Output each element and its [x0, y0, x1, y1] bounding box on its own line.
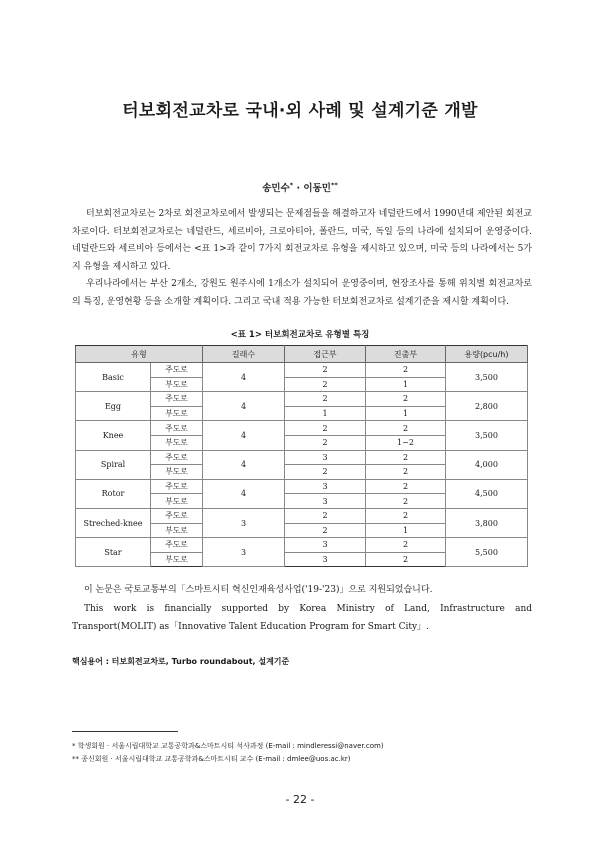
- table-header-row: [76, 346, 528, 363]
- cell-lanes: 4: [203, 450, 285, 479]
- cell-minor-road: 부도로: [151, 435, 203, 450]
- cell-major-road: 주도로: [151, 479, 203, 494]
- table-row: [76, 508, 528, 523]
- page-number: - 22 -: [285, 793, 315, 806]
- cell-major-approach: 2: [285, 363, 366, 378]
- cell-major-approach: 2: [285, 421, 366, 436]
- cell-minor-exit: 2: [366, 465, 446, 480]
- author-1-mark: *: [289, 180, 294, 189]
- cell-type: Knee: [76, 421, 151, 450]
- cell-capacity: 4,500: [446, 479, 528, 508]
- cell-minor-road: 부도로: [151, 523, 203, 538]
- header-capacity: 용량(pcu/h): [446, 346, 528, 363]
- cell-major-approach: 2: [285, 392, 366, 407]
- header-approach: 접근부: [285, 346, 366, 363]
- cell-major-road: 주도로: [151, 450, 203, 465]
- cell-lanes: 4: [203, 421, 285, 450]
- cell-minor-approach: 2: [285, 435, 366, 450]
- table-row: [76, 363, 528, 378]
- acknowledgement-korean: 이 논문은 국토교통부의「스마트시티 혁신인재육성사업('19-'23)」으로 지원되었습니다.: [84, 585, 433, 595]
- table-row: [76, 538, 528, 553]
- cell-minor-exit: 2: [366, 494, 446, 509]
- cell-lanes: 3: [203, 538, 285, 567]
- paper-title: 터보회전교차로 국내·외 사례 및 설계기준 개발: [122, 101, 478, 121]
- cell-type: Rotor: [76, 479, 151, 508]
- cell-major-road: 주도로: [151, 508, 203, 523]
- cell-capacity: 5,500: [446, 538, 528, 567]
- table-row: [76, 479, 528, 494]
- cell-minor-exit: 1~2: [366, 435, 446, 450]
- cell-major-road: 주도로: [151, 363, 203, 378]
- cell-major-exit: 2: [366, 508, 446, 523]
- cell-major-approach: 3: [285, 450, 366, 465]
- cell-capacity: 3,500: [446, 421, 528, 450]
- cell-capacity: 3,500: [446, 363, 528, 392]
- cell-minor-exit: 1: [366, 377, 446, 392]
- body-paragraph-1: 터보회전교차로는 2차로 회전교차로에서 발생되는 문제점들을 해결하고자 네덜란드에서 1990년대 제안된 회전교차로이다. 터보회전교차로는 네덜란드, 세르비아, 크로아티아, 폴란드, 미국, 독일 등의 나라에 설치되어 운영중이다. 네덜란드와 세르비아 등에서는 <표 1>과 같이 7가지 회전교차로 유형을 제시하고 있으며, 미국 등의 나라에서는 5가지 유형을 제시하고 있다.: [72, 209, 532, 272]
- cell-major-exit: 2: [366, 479, 446, 494]
- cell-type: Egg: [76, 392, 151, 421]
- cell-capacity: 2,800: [446, 392, 528, 421]
- cell-major-road: 주도로: [151, 392, 203, 407]
- cell-capacity: 4,000: [446, 450, 528, 479]
- cell-minor-road: 부도로: [151, 465, 203, 480]
- cell-major-approach: 3: [285, 479, 366, 494]
- cell-lanes: 4: [203, 479, 285, 508]
- cell-lanes: 4: [203, 392, 285, 421]
- cell-lanes: 4: [203, 363, 285, 392]
- footnote-2: ** 종신회원 · 서울시립대학교 교통공학과&스마트시티 교수 (E-mail : dmlee@uos.ac.kr): [72, 755, 351, 763]
- cell-minor-approach: 2: [285, 465, 366, 480]
- footnote-divider: [72, 731, 178, 732]
- cell-major-road: 주도로: [151, 538, 203, 553]
- cell-major-exit: 2: [366, 421, 446, 436]
- cell-type: Star: [76, 538, 151, 567]
- author-2: 이동민: [303, 183, 331, 194]
- cell-major-exit: 2: [366, 538, 446, 553]
- header-type: 유형: [76, 346, 203, 363]
- cell-minor-road: 부도로: [151, 377, 203, 392]
- author-separator: ·: [293, 183, 304, 194]
- cell-minor-approach: 3: [285, 494, 366, 509]
- cell-major-exit: 2: [366, 392, 446, 407]
- cell-major-exit: 2: [366, 363, 446, 378]
- cell-major-approach: 2: [285, 508, 366, 523]
- table-row: [76, 450, 528, 465]
- footnote-1: * 학생회원 · 서울시립대학교 교통공학과&스마트시티 석사과정 (E-mail : mindleressi@naver.com): [72, 742, 384, 750]
- cell-type: Streched-knee: [76, 508, 151, 537]
- cell-lanes: 3: [203, 508, 285, 537]
- cell-major-exit: 2: [366, 450, 446, 465]
- cell-minor-road: 부도로: [151, 494, 203, 509]
- cell-minor-approach: 2: [285, 377, 366, 392]
- cell-minor-approach: 2: [285, 523, 366, 538]
- keywords: 핵심용어 : 터보회전교차로, Turbo roundabout, 설계기준: [72, 657, 290, 666]
- cell-minor-exit: 2: [366, 552, 446, 567]
- table-row: [76, 392, 528, 407]
- header-lanes: 길래수: [203, 346, 285, 363]
- cell-minor-exit: 1: [366, 406, 446, 421]
- body-paragraph-2: 우리나라에서는 부산 2개소, 강원도 원주시에 1개소가 설치되어 운영중이며, 현장조사를 통해 위치별 회전교차로의 특징, 운영현황 등을 소개할 계획이다. 그리고 국내 적용 가능한 터보회전교차로 설계기준을 제시할 계획이다.: [72, 279, 532, 307]
- roundabout-type-table: [75, 345, 528, 567]
- author-2-mark: **: [330, 180, 338, 189]
- acknowledgement-english: This work is financially supported by Korea Ministry of Land, Infrastructure and Transport(MOLIT) as「Innovative Talent Education Program for Smart City」.: [72, 604, 532, 632]
- cell-type: Basic: [76, 363, 151, 392]
- cell-type: Spiral: [76, 450, 151, 479]
- cell-minor-exit: 1: [366, 523, 446, 538]
- cell-minor-approach: 1: [285, 406, 366, 421]
- cell-capacity: 3,800: [446, 508, 528, 537]
- cell-major-road: 주도로: [151, 421, 203, 436]
- header-exit: 진출부: [366, 346, 446, 363]
- cell-major-approach: 3: [285, 538, 366, 553]
- author-line: [0, 180, 600, 194]
- author-1: 송민수: [262, 183, 290, 194]
- cell-minor-road: 부도로: [151, 552, 203, 567]
- cell-minor-approach: 3: [285, 552, 366, 567]
- cell-minor-road: 부도로: [151, 406, 203, 421]
- table-row: [76, 421, 528, 436]
- table-caption: <표 1> 터보회전교차로 유형별 특징: [230, 330, 370, 340]
